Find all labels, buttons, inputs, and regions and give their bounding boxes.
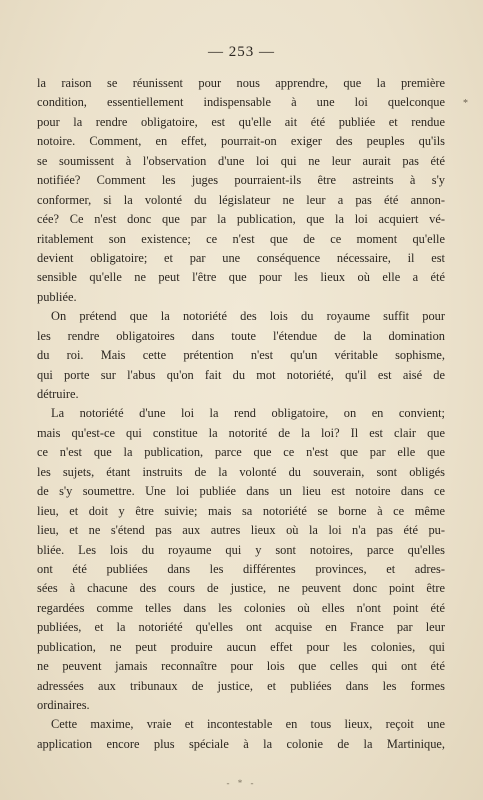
text-line: ce n'est que la publication, parce que ce n'est que par elle que — [37, 445, 445, 460]
text-line: les rendre obligatoires dans toute l'étendue de la domination — [37, 328, 445, 343]
text-line: ritablement son existence; ce n'est que de ce moment qu'elle — [37, 231, 445, 246]
page-number: — 253 — — [208, 44, 275, 60]
text-line: mais qu'est-ce qui constitue la notorité de la loi? Il est clair que — [37, 425, 445, 440]
text-line: publication, ne peut produire aucun effet pour les colonies, qui — [37, 639, 445, 654]
text-line: se soumissent à l'observation d'une loi qui ne leur aurait pas été — [37, 153, 445, 168]
text-line: notoire. Comment, en effet, pourrait-on exiger des peuples qu'ils — [37, 134, 445, 149]
text-line: sées à chacune des cours de justice, ne peuvent donc point être — [37, 581, 445, 596]
text-line: cée? Ce n'est donc que par la publication, que la loi acquiert vé- — [37, 212, 445, 227]
text-line: ont été publiées dans les différentes provinces, et adres- — [37, 561, 445, 576]
text-line: On prétend que la notoriété des lois du royaume suffit pour — [51, 309, 445, 324]
text-line: lieu, et doit y être suivie; mais sa notoriété se borne à ce même — [37, 503, 445, 518]
text-line: application encore plus spéciale à la colonie de la Martinique, — [37, 736, 445, 751]
text-line: publiée. — [37, 289, 77, 304]
text-line: détruire. — [37, 387, 79, 401]
text-line: ordinaires. — [37, 698, 90, 712]
text-line: les sujets, étant instruits de la volonté du souverain, sont obligés — [37, 464, 445, 479]
text-line: pour la rendre obligatoire, est qu'elle ait été publiée et rendue — [37, 114, 445, 129]
paragraph — [37, 404, 445, 715]
text-line: adressées aux tribunaux de justice, et publiées dans les formes — [37, 678, 445, 693]
text-line: notifiée? Comment les juges pourraient-ils être astreints à s'y — [37, 173, 445, 188]
text-line: La notoriété d'une loi la rend obligatoire, on en convient; — [51, 406, 445, 421]
footer-mark: - * - — [226, 778, 257, 788]
text-line: bliée. Les lois du royaume qui y sont notoires, parce qu'elles — [37, 542, 445, 557]
text-line: la raison se réunissent pour nous apprendre, que la première — [37, 76, 445, 90]
margin-mark: * — [463, 98, 468, 109]
text-line: ne peuvent jamais reconnaître pour lois que celles qui ont été — [37, 659, 445, 674]
paragraph — [37, 715, 445, 754]
text-line: lieu, et ne s'étend pas aux autres lieux où la loi n'a pas été pu- — [37, 523, 445, 538]
text-line: sensible qu'elle ne peut l'être que pour les lieux où elle a été — [37, 270, 445, 285]
text-line: devient obligatoire; et par une conséquence nécessaire, il est — [37, 250, 445, 265]
text-line: conformer, si la volonté du législateur ne leur a pas été annon- — [37, 192, 445, 207]
text-line: qui porte sur l'abus qu'on fait du mot notoriété, qu'il est aisé de — [37, 367, 445, 382]
text-line: regardées comme telles dans les colonies où elles n'ont point été — [37, 600, 445, 615]
text-line: de s'y soumettre. Une loi publiée dans un lieu est notoire dans ce — [37, 484, 445, 499]
text-line: publiées, et la notoriété qu'elles ont acquise en France par leur — [37, 620, 445, 635]
text-line: Cette maxime, vraie et incontestable en tous lieux, reçoit une — [51, 717, 445, 732]
paragraph — [37, 74, 445, 307]
text-line: du roi. Mais cette prétention n'est qu'un véritable sophisme, — [37, 348, 445, 363]
body-text — [37, 74, 445, 754]
text-line: condition, essentiellement indispensable à une loi quelconque — [37, 95, 445, 110]
paragraph — [37, 307, 445, 404]
